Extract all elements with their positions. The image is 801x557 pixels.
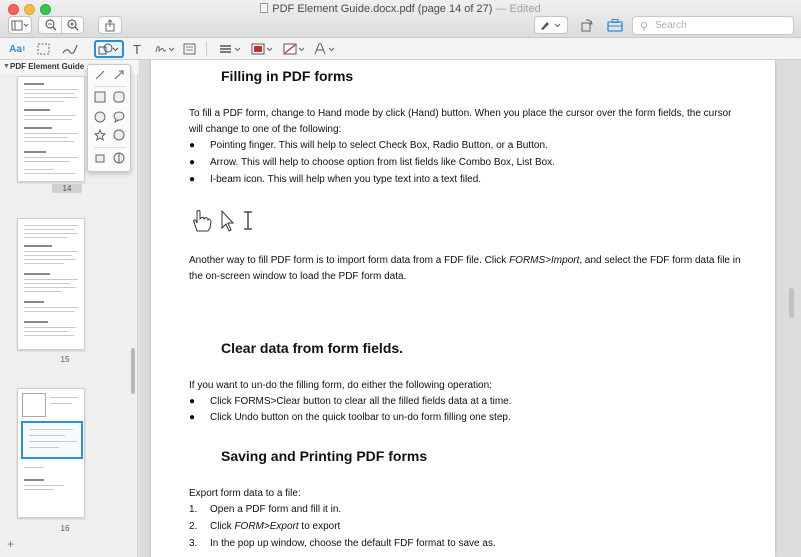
box-shape-button[interactable] — [93, 151, 107, 165]
heading-saving-printing: Saving and Printing PDF forms — [221, 448, 428, 464]
line-style-button[interactable] — [218, 40, 244, 58]
disclosure-triangle-icon: ▼ — [3, 63, 10, 70]
star-icon — [94, 129, 106, 141]
polygon-icon — [113, 129, 125, 141]
paragraph-line: If you want to un-do the filling form, do either the following operation: — [189, 380, 492, 391]
page-thumbnail-15[interactable] — [17, 218, 85, 350]
rounded-rectangle-icon — [113, 91, 125, 103]
cloud-shape-button[interactable] — [112, 151, 126, 165]
markup-toolbar — [0, 38, 801, 60]
pdf-page: Filling in PDF forms To fill a PDF form, change to Hand mode by click (Hand) button. When you place the cursor over the form fields, the cursor will change to one of the following: ● Pointing finger. This will help to select Check Box, Radio Button, or a Button. ● Arrow. This will help to choose option from list fields like Combo Box, List Box. ● I-beam icon. This will help when you type text into a text filed. Another way to fill PDF form is to import form data from a FDF file. Click FORMS>Import, and select the FDF form data file in the on-screen window to load the PDF form data. Clear data from form fields. If you want to un-do the filling form, do either the following operation: ● Click FORMS>Clear button to clear all the filled fields data at a time. ● Click Undo button on the quick toolbar to un-do form filling one step. Saving and Printing PDF forms Export form data to a file: 1. Open a PDF form and fill it in. 2. Click FORM>Export to export 3. In the pop up window, choose the default FDF format to save as. — [151, 60, 775, 557]
bullet-icon: ● — [189, 174, 196, 185]
sidebar-scrollbar[interactable] — [131, 348, 135, 394]
heading-filling-forms: Filling in PDF forms — [221, 68, 354, 84]
zoom-out-button[interactable] — [44, 18, 58, 35]
page-number-15: 15 — [60, 355, 70, 364]
paragraph-line: To fill a PDF form, change to Hand mode by click (Hand) button. When you place the cursor over the form fields, the cursor — [189, 108, 732, 119]
shapes-popover — [87, 64, 131, 172]
paragraph-line: will change to one of the following: — [189, 124, 342, 135]
sidebar-toggle-button[interactable] — [8, 16, 32, 34]
border-color-icon — [251, 43, 275, 55]
rectangle-icon — [94, 91, 106, 103]
text-style-button[interactable]: Aa I — [9, 43, 25, 55]
thumbnail-form-region — [21, 421, 83, 459]
text-tool-button[interactable] — [130, 40, 144, 58]
oval-icon — [94, 111, 106, 123]
line-shape-button[interactable] — [93, 68, 107, 82]
oval-shape-button[interactable] — [93, 110, 107, 124]
window-title — [0, 3, 801, 15]
polygon-shape-button[interactable] — [112, 128, 126, 142]
sidebar-header-title: PDF Element Guide — [10, 62, 85, 71]
rect-select-icon — [37, 43, 50, 55]
search-placeholder: Search — [655, 20, 687, 31]
text-tool-label: T — [133, 41, 141, 57]
document-scrollbar[interactable] — [789, 288, 794, 318]
paragraph-line: Export form data to a file: — [189, 488, 301, 499]
toolbox-button[interactable] — [604, 16, 626, 34]
font-button[interactable] — [312, 40, 338, 58]
edited-status: — Edited — [495, 3, 541, 15]
page-number-16: 16 — [60, 524, 70, 533]
add-page-button[interactable]: + — [7, 537, 15, 551]
arrow-icon — [113, 69, 125, 81]
bullet-icon: ● — [189, 157, 196, 168]
bullet-icon: ● — [189, 140, 196, 151]
star-shape-button[interactable] — [93, 128, 107, 142]
heading-clear-data: Clear data from form fields. — [221, 340, 404, 356]
bullet-icon: ● — [189, 396, 196, 407]
pen-icon — [538, 19, 564, 31]
speech-bubble-shape-button[interactable] — [112, 110, 126, 124]
cloud-icon — [113, 152, 125, 164]
zoom-in-button[interactable] — [66, 18, 80, 35]
toolbox-icon — [607, 18, 623, 32]
rounded-rectangle-shape-button[interactable] — [112, 90, 126, 104]
shapes-button[interactable] — [94, 40, 124, 58]
arrow-cursor-icon — [222, 211, 233, 231]
page-thumbnail-16[interactable] — [17, 388, 85, 518]
arrow-shape-button[interactable] — [112, 68, 126, 82]
window-title-text: PDF Element Guide.docx.pdf (page 14 of 27) — [272, 3, 493, 15]
pen-menu-button[interactable] — [534, 16, 568, 34]
search-icon: ⚲ — [640, 21, 649, 33]
thumbnail-figure — [22, 393, 46, 417]
note-button[interactable] — [182, 40, 196, 58]
zoom-group — [38, 16, 84, 34]
cursor-illustrations — [191, 207, 261, 233]
paragraph-line: Another way to fill PDF form is to import form data from a FDF file. Click FORMS>Import, and select the FDF form data file in — [189, 255, 741, 266]
line-icon — [94, 69, 106, 81]
zoom-out-icon — [44, 18, 58, 32]
rotate-icon — [580, 18, 594, 32]
signature-icon — [154, 43, 176, 55]
line-style-icon — [219, 43, 243, 55]
border-color-button[interactable] — [250, 40, 276, 58]
sketch-button[interactable] — [60, 40, 82, 58]
rotate-button[interactable] — [576, 16, 598, 34]
paragraph-line: the on-screen window to load the PDF form data. — [189, 271, 407, 282]
fill-color-button[interactable] — [282, 40, 308, 58]
font-icon — [313, 43, 337, 55]
speech-bubble-icon — [113, 111, 125, 123]
document-icon — [260, 3, 268, 13]
share-icon — [104, 19, 116, 32]
sidebar-toggle-icon — [11, 20, 29, 31]
note-icon — [183, 43, 196, 55]
rectangle-shape-button[interactable] — [93, 90, 107, 104]
shapes-icon — [98, 43, 120, 55]
document-viewer — [139, 60, 801, 557]
bullet-icon: ● — [189, 412, 196, 423]
sketch-icon — [62, 43, 80, 55]
search-input[interactable] — [632, 16, 794, 35]
fill-color-icon — [283, 43, 307, 55]
box-icon — [94, 152, 106, 164]
zoom-in-icon — [66, 18, 80, 32]
page-number-14: 14 — [52, 184, 82, 193]
page-thumbnail-14[interactable] — [17, 76, 85, 182]
i-beam-icon — [244, 212, 252, 229]
title-bar — [0, 0, 801, 38]
rect-select-button[interactable] — [34, 40, 52, 58]
share-button[interactable] — [98, 16, 122, 34]
signature-button[interactable] — [154, 40, 176, 58]
cursor-figure — [191, 207, 261, 233]
pointing-finger-icon — [194, 211, 211, 232]
text-style-label: Aa — [9, 43, 22, 55]
